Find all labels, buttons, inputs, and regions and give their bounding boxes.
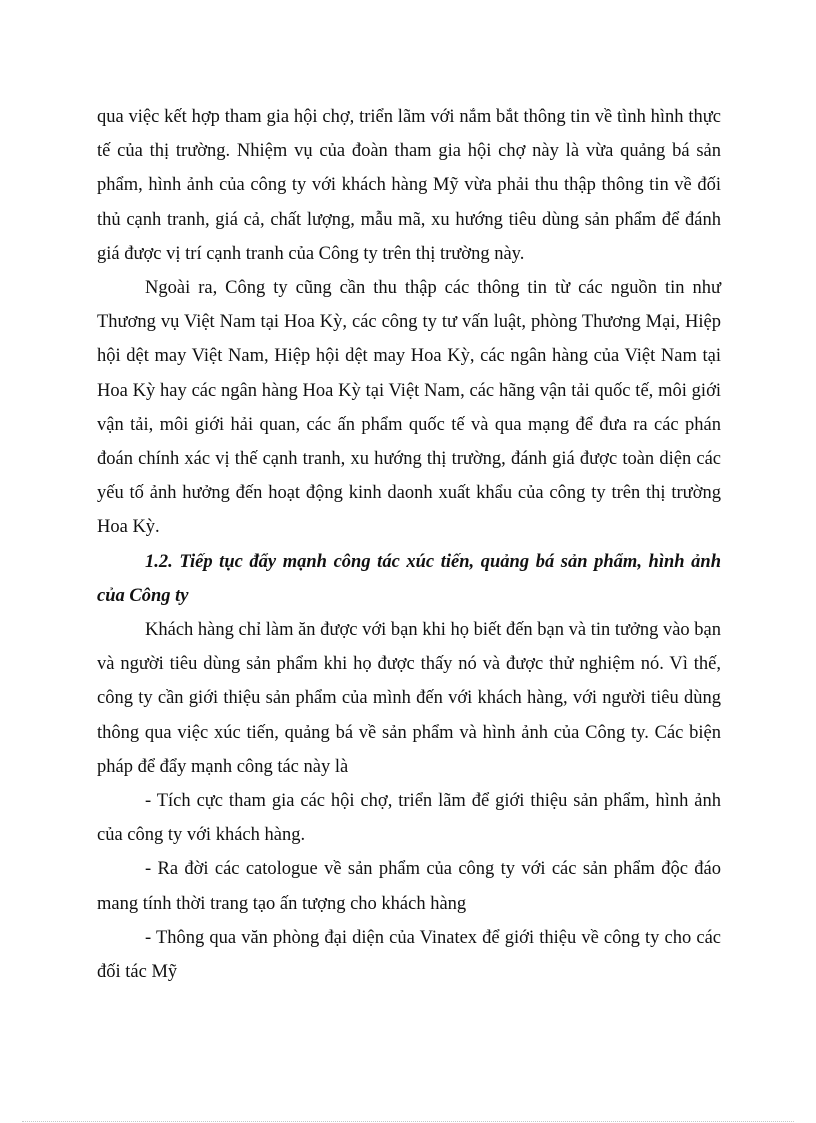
paragraph-continuation: qua việc kết hợp tham gia hội chợ, triển lãm với nắm bắt thông tin về tình hình thực tế của thị trường. Nhiệm vụ của đoàn tham gia hội chợ này là vừa quảng bá sản phẩm, hình ảnh của công ty với khách hàng Mỹ vừa phải thu thập thông tin về đối thủ cạnh tranh, giá cả, chất lượng, mẫu mã, xu hướng tiêu dùng sản phẩm để đánh giá được vị trí cạnh tranh của Công ty trên thị trường này. [97,107,721,264]
list-item-trade-fairs: - Tích cực tham gia các hội chợ, triển lãm để giới thiệu sản phẩm, hình ảnh của công ty với khách hàng. [97,791,721,846]
section-heading-1-2: 1.2. Tiếp tục đẩy mạnh công tác xúc tiến, quảng bá sản phẩm, hình ảnh của Công ty [97,551,721,606]
page-bottom-divider [22,1121,794,1122]
list-item-catalogue: - Ra đời các catologue về sản phẩm của công ty với các sản phẩm độc đáo mang tính thời trang tạo ấn tượng cho khách hàng [97,859,721,914]
paragraph-promotion-intro: Khách hàng chỉ làm ăn được với bạn khi họ biết đến bạn và tin tưởng vào bạn và người tiêu dùng sản phẩm khi họ được thấy nó và được thử nghiệm nó. Vì thế, công ty cần giới thiệu sản phẩm của mình đến với khách hàng, với người tiêu dùng thông qua việc xúc tiến, quảng bá về sản phẩm và hình ảnh của Công ty. Các biện pháp để đẩy mạnh công tác này là [97,620,721,777]
paragraph-information-sources: Ngoài ra, Công ty cũng cần thu thập các thông tin từ các nguồn tin như Thương vụ Việt Nam tại Hoa Kỳ, các công ty tư vấn luật, phòng Thương Mại, Hiệp hội dệt may Việt Nam, Hiệp hội dệt may Hoa Kỳ, các ngân hàng của Việt Nam tại Hoa Kỳ hay các ngân hàng Hoa Kỳ tại Việt Nam, các hãng vận tải quốc tế, môi giới vận tải, môi giới hải quan, các ấn phẩm quốc tế và qua mạng để đưa ra các phán đoán chính xác vị thế cạnh tranh, xu hướng thị trường, đánh giá được toàn diện các yếu tố ảnh hưởng đến hoạt động kinh daonh xuất khẩu của công ty trên thị trường Hoa Kỳ. [97,278,721,538]
list-item-vinatex-office: - Thông qua văn phòng đại diện của Vinatex để giới thiệu về công ty cho các đối tác Mỹ [97,927,721,983]
document-page [97,100,721,989]
